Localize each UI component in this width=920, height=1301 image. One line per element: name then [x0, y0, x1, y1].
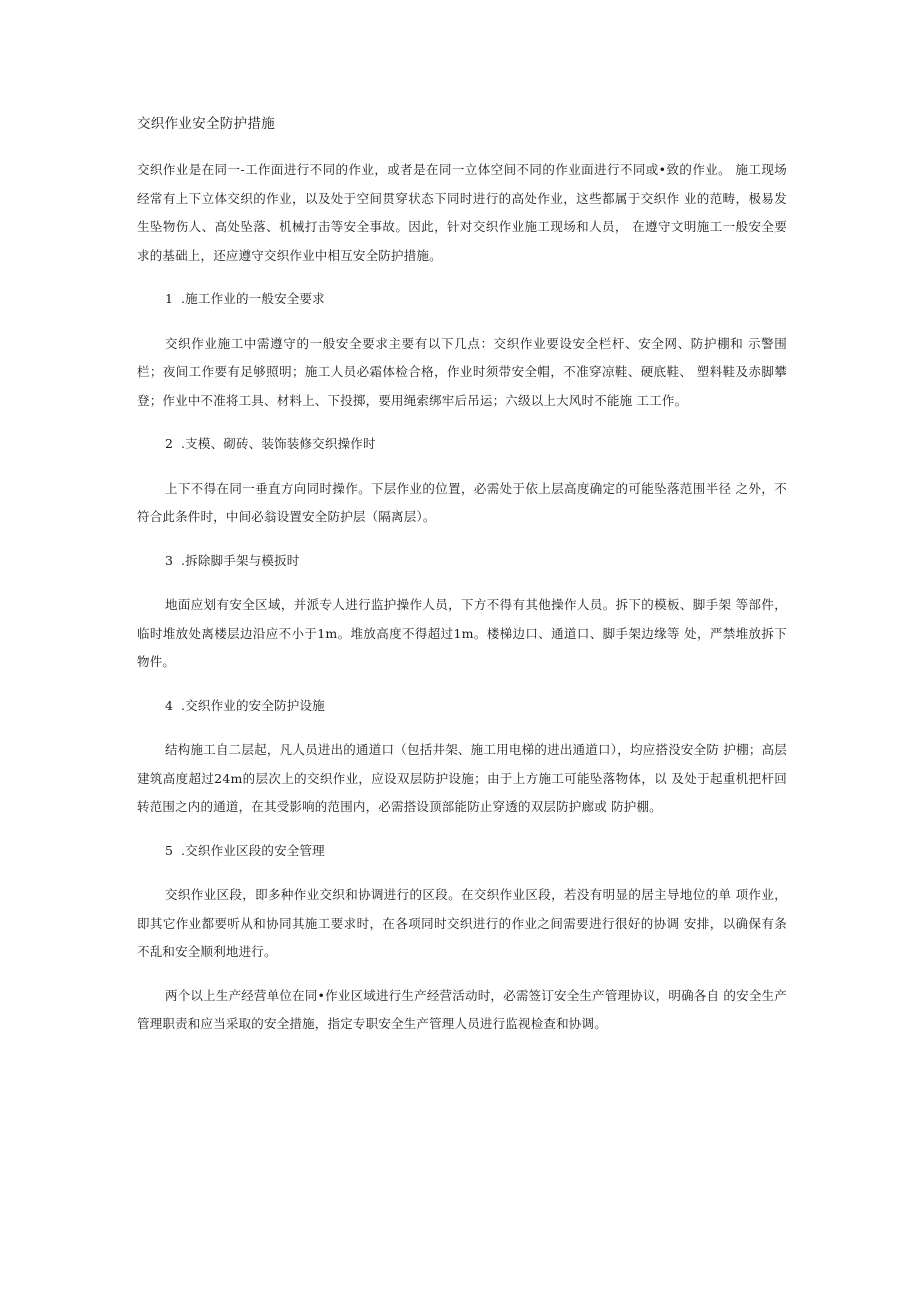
- section-number: 5: [165, 842, 174, 858]
- section-4-paragraph: 结构施工自二层起，凡人员进出的通道口（包括井架、施工用电梯的进出通道口），均应搭没安全防 护棚；高层建筑高度超过24m的层次上的交织作业，应设双层防护设施；由于上方施工可能坠落物体，以 及处于起重机把杆回转范围之内的通道，在其受影响的范围内，必需搭设顶部能防止穿透的双层防护廊或 防护棚。: [137, 742, 787, 814]
- section-heading-3: [137, 547, 787, 576]
- document-title: 交织作业安全防护措施: [137, 116, 275, 132]
- section-heading-text: .交织作业区段的安全管理: [181, 842, 325, 858]
- section-heading-4: [137, 692, 787, 721]
- section-number: 3: [165, 552, 174, 568]
- section-number: 1: [165, 291, 174, 306]
- section-1-paragraph: 交织作业施工中需遵守的一般安全要求主要有以下几点：交织作业要设安全栏杆、安全网、防护棚和 示警围栏；夜间工作要有足够照明；施工人员必霜体检合格，作业时须带安全帽，不准穿凉鞋、硬底鞋、 塑料鞋及赤脚攀登；作业中不准将工具、材料上、下投掷，要用绳索绑牢后吊运；六级以上大风时不能施 工工作。: [137, 335, 787, 408]
- section-heading-text: .施工作业的一般安全要求: [181, 291, 325, 306]
- section-heading-5: [137, 837, 787, 866]
- section-heading-text: .拆除脚手架与模扳时: [181, 552, 300, 568]
- section-number: 2: [165, 436, 174, 451]
- section-number: 4: [165, 697, 174, 713]
- section-heading-text: .支模、砌砖、装饰装修交织操作时: [181, 436, 376, 451]
- section-3-paragraph: 地面应划有安全区域，并派专人进行监护操作人员，下方不得有其他操作人员。拆下的模板、脚手架 等部件，临时堆放处离楼层边沿应不小于1m。堆放高度不得超过1m。楼梯边口、通道口、脚手架边缘等 处，严禁堆放拆下物件。: [137, 597, 787, 669]
- section-heading-text: .交织作业的安全防护设施: [181, 697, 325, 713]
- section-5-paragraph-1: 交织作业区段，即多种作业交织和协调进行的区段。在交织作业区段，若没有明显的居主导地位的单 项作业，即其它作业都要听从和协同其施工要求时，在各项同时交织进行的作业之间需要进行很好的协调 安排，以确保有条不乱和安全顺利地进行。: [137, 887, 787, 959]
- document-page: [137, 114, 787, 1039]
- section-5-paragraph-2: 两个以上生产经营单位在同•作业区域进行生产经营活动时，必需签订安全生产管理协议，明确各自 的安全生产管理职责和应当采取的安全措施，指定专职安全生产管理人员进行监视检查和协调。: [137, 987, 787, 1031]
- intro-paragraph: 交织作业是在同一-工作面进行不同的作业，或者是在同一立体空间不同的作业面进行不同或•致的作业。 施工现场经常有上下立体交织的作业，以及处于空间贯穿状态下同时进行的高处作业，这些都属于交织作 业的范畴，极易发生坠物伤人、高处坠落、机械打击等安全事故。因此，针对交织作业施工现场和人员， 在遵守文明施工一般安全要求的基础上，还应遵守交织作业中相互安全防护措施。: [137, 162, 787, 263]
- section-heading-2: [137, 430, 787, 459]
- section-2-paragraph: 上下不得在同一垂直方向同时操作。下层作业的位置，必需处于依上层高度确定的可能坠落范围半径 之外，不符合此条件时，中间必翁设置安全防护层（隔离层）。: [137, 480, 787, 524]
- section-heading-1: [137, 285, 787, 314]
